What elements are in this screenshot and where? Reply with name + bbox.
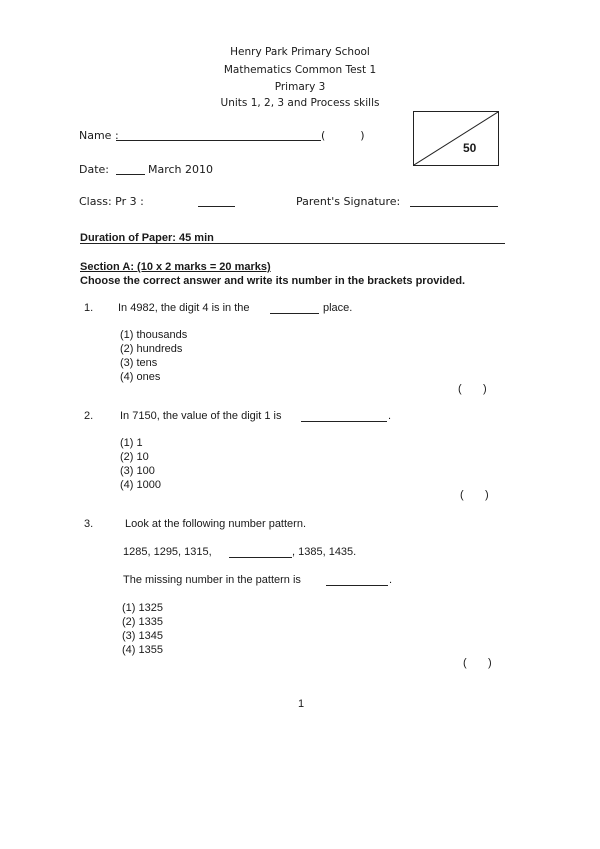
option: (4) 1355 — [122, 644, 163, 656]
question-text: In 7150, the value of the digit 1 is — [120, 410, 282, 422]
option: (2) hundreds — [120, 343, 183, 355]
pattern-blank[interactable] — [229, 557, 292, 558]
option: (1) thousands — [120, 329, 188, 341]
question-number: 1. — [84, 302, 94, 314]
question-number: 3. — [84, 518, 94, 530]
question-text-end: place. — [323, 302, 353, 314]
pattern-end: , 1385, 1435. — [292, 546, 357, 558]
pattern-start: 1285, 1295, 1315, — [123, 546, 212, 558]
test-title: Mathematics Common Test 1 — [223, 64, 377, 76]
question-text-end: . — [389, 574, 393, 586]
answer-bracket[interactable]: ( ) — [460, 489, 489, 501]
answer-blank[interactable] — [326, 585, 388, 586]
register-number-bracket: ( ) — [321, 129, 365, 142]
question-number: 2. — [84, 410, 94, 422]
school-name: Henry Park Primary School — [230, 46, 370, 58]
class-field[interactable] — [198, 206, 235, 207]
duration-underline — [80, 243, 505, 244]
answer-bracket[interactable]: ( ) — [458, 383, 487, 395]
date-month-year: March 2010 — [148, 163, 214, 176]
option: (4) ones — [120, 371, 161, 383]
question-text-end: . — [388, 410, 392, 422]
page-number: 1 — [298, 698, 305, 710]
question-text: In 4982, the digit 4 is in the — [118, 302, 250, 314]
option: (3) 100 — [120, 465, 155, 477]
duration-label: Duration of Paper: 45 min — [80, 232, 214, 244]
question-text: Look at the following number pattern. — [125, 518, 307, 530]
option: (3) tens — [120, 357, 158, 369]
date-day-field[interactable] — [116, 174, 145, 175]
class-label: Class: Pr 3 : — [79, 195, 144, 208]
option: (1) 1325 — [122, 602, 163, 614]
name-label: Name : — [79, 129, 119, 142]
score-box — [413, 111, 499, 166]
option: (2) 1335 — [122, 616, 163, 628]
missing-number-text: The missing number in the pattern is — [123, 574, 301, 586]
section-title: Section A: (10 x 2 marks = 20 marks) — [80, 261, 271, 273]
units-label: Units 1, 2, 3 and Process skills — [220, 97, 380, 109]
option: (1) 1 — [120, 437, 143, 449]
date-label: Date: — [79, 163, 109, 176]
answer-blank[interactable] — [301, 421, 387, 422]
option: (4) 1000 — [120, 479, 161, 491]
section-instruction: Choose the correct answer and write its number in the brackets provided. — [80, 275, 466, 287]
option: (3) 1345 — [122, 630, 163, 642]
answer-blank[interactable] — [270, 313, 319, 314]
option: (2) 10 — [120, 451, 149, 463]
parent-signature-label: Parent's Signature: — [296, 195, 401, 208]
score-total: 50 — [463, 141, 477, 155]
level-label: Primary 3 — [274, 81, 326, 93]
score-box-diagonal — [414, 112, 498, 165]
parent-signature-field[interactable] — [410, 206, 498, 207]
answer-bracket[interactable]: ( ) — [463, 657, 492, 669]
name-field[interactable] — [116, 140, 321, 141]
